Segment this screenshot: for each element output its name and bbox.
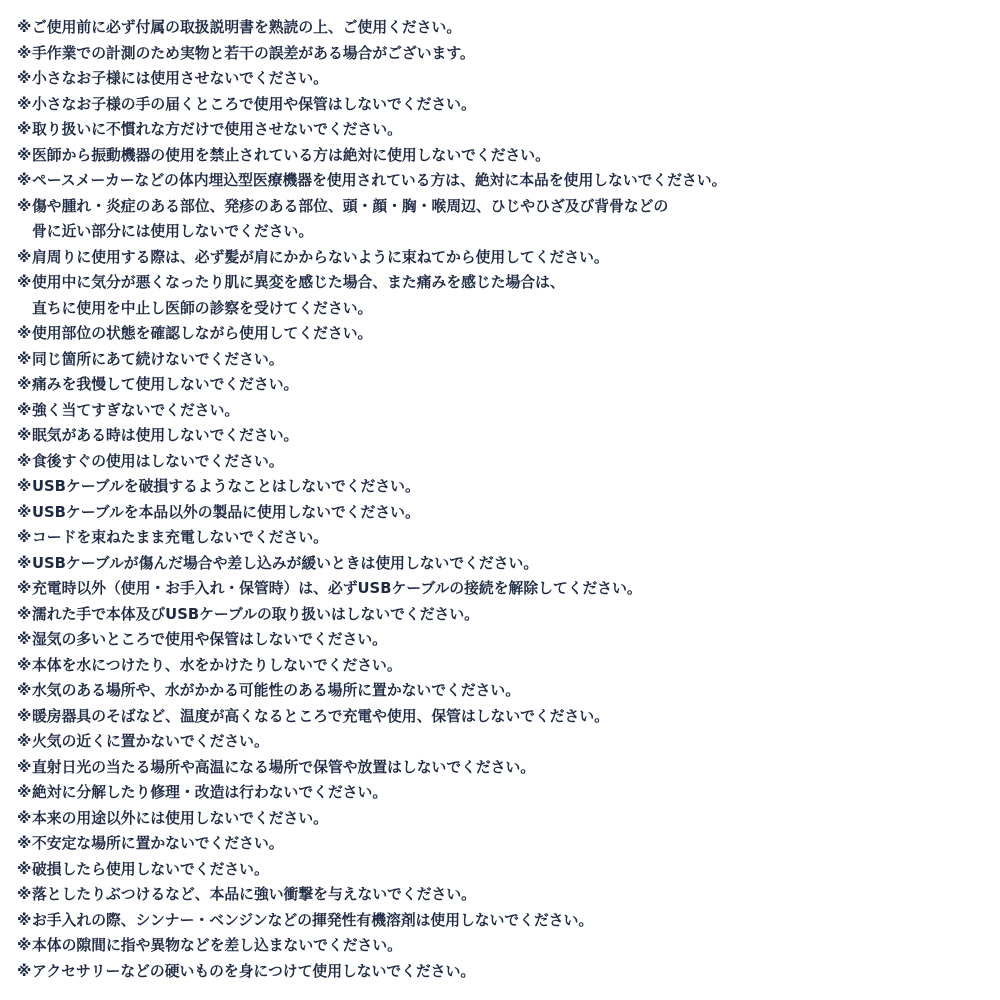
reference-mark: ※ [17,962,32,980]
caution-notice-line: ご使用前に必ず付属の取扱説明書を熟読の上、ご使用ください。 [32,19,462,36]
caution-notice-item [17,908,987,934]
caution-notice-item [17,66,987,92]
caution-notice-item [17,194,987,245]
caution-notice-item [17,831,987,857]
caution-notice-item [17,398,987,424]
reference-mark: ※ [17,70,32,87]
caution-notice-text [32,857,987,883]
caution-notice-line: 使用中に気分が悪くなったり肌に異変を感じた場合、また痛みを感じた場合は、 [32,274,565,291]
caution-notice-item [17,576,987,602]
caution-notice-text [32,602,987,628]
reference-mark: ※ [17,580,32,597]
caution-notice-text [32,755,987,781]
caution-notice-line: 取り扱いに不慣れな方だけで使用させないでください。 [32,121,402,138]
caution-notice-list [17,15,987,984]
caution-notice-line: 同じ箇所にあて続けないでください。 [32,350,284,368]
caution-notice-text [32,908,987,934]
caution-notice-item [17,959,987,985]
reference-mark: ※ [17,784,32,801]
caution-notice-text [32,678,987,704]
caution-notice-item [17,143,987,169]
caution-notice-line: 水気のある場所や、水がかかる可能性のある場所に置かないでください。 [32,682,521,699]
caution-notice-item [17,41,987,67]
caution-notice-line: USBケーブルを本品以外の製品に使用しないでください。 [32,503,420,521]
caution-notice-item [17,245,987,271]
caution-notice-item [17,372,987,398]
caution-notice-line: ペースメーカーなどの体内埋込型医療機器を使用されている方は、絶対に本品を使用しないでください。 [32,172,727,189]
caution-notice-line: 痛みを我慢して使用しないでください。 [32,376,299,393]
caution-notice-text [32,194,987,245]
caution-notice-line: 絶対に分解したり修理・改造は行わないでください。 [32,784,388,801]
reference-mark: ※ [17,401,32,419]
reference-mark: ※ [17,95,32,113]
caution-notice-item [17,857,987,883]
caution-notice-line: 落としたりぶつけるなど、本品に強い衝撃を与えないでください。 [32,886,476,903]
caution-notice-line: 使用部位の状態を確認しながら使用してください。 [32,325,373,342]
caution-notice-text [32,347,987,373]
reference-mark: ※ [17,682,32,699]
caution-notice-line: 直射日光の当たる場所や高温になる場所で保管や放置はしないでください。 [32,758,536,776]
caution-notice-line: お手入れの際、シンナー・ベンジンなどの揮発性有機溶剤は使用しないでください。 [32,911,594,929]
caution-notice-text [32,15,987,41]
caution-notice-item [17,474,987,500]
reference-mark: ※ [17,478,32,495]
caution-notice-line: 肩周りに使用する際は、必ず髪が肩にかからないように束ねてから使用してください。 [32,248,609,266]
caution-notice-line: USBケーブルを破損するようなことはしないでください。 [32,478,420,495]
caution-notice-text [32,423,987,449]
caution-notice-line: 本来の用途以外には使用しないでください。 [32,809,328,827]
caution-notice-item [17,168,987,194]
caution-notice-text [32,321,987,347]
caution-notice-line: 傷や腫れ・炎症のある部位、発疹のある部位、頭・顔・胸・喉周辺、ひじやひざ及び背骨などの [32,197,669,215]
caution-notice-item [17,551,987,577]
reference-mark: ※ [17,758,32,776]
caution-notice-text [32,245,987,271]
caution-notice-line: 濡れた手で本体及びUSBケーブルの取り扱いはしないでください。 [32,605,479,623]
caution-notice-item [17,729,987,755]
reference-mark: ※ [17,248,32,266]
reference-mark: ※ [17,274,32,291]
caution-notice-line: 破損したら使用しないでください。 [32,860,269,878]
reference-mark: ※ [17,656,32,674]
caution-notice-text [32,576,987,602]
caution-notice-text [32,449,987,475]
reference-mark: ※ [17,809,32,827]
reference-mark: ※ [17,325,32,342]
caution-notice-item [17,92,987,118]
caution-notice-item [17,678,987,704]
reference-mark: ※ [17,911,32,929]
caution-notice-text [32,551,987,577]
caution-notice-text [32,627,987,653]
caution-notice-text [32,168,987,194]
reference-mark: ※ [17,733,32,750]
caution-notice-line: 本体の隙間に指や異物などを差し込まないでください。 [32,937,402,954]
caution-notice-item [17,321,987,347]
caution-notice-text [32,500,987,526]
caution-notice-item [17,882,987,908]
caution-notice-item [17,780,987,806]
caution-notice-item [17,270,987,321]
caution-notice-item [17,500,987,526]
reference-mark: ※ [17,452,32,470]
caution-notice-line: 強く当てすぎないでください。 [32,401,240,419]
reference-mark: ※ [17,376,32,393]
reference-mark: ※ [17,554,32,572]
caution-notice-item [17,602,987,628]
caution-notice-line: USBケーブルが傷んだ場合や差し込みが緩いときは使用しないでください。 [32,554,539,572]
reference-mark: ※ [17,937,32,954]
caution-notice-line: 小さなお子様の手の届くところで使用や保管はしないでください。 [32,95,476,113]
reference-mark: ※ [17,427,32,444]
caution-notice-line: 湿気の多いところで使用や保管はしないでください。 [32,631,387,648]
caution-notice-item [17,704,987,730]
caution-notice-line: 小さなお子様には使用させないでください。 [32,70,328,87]
caution-notice-line: 直ちに使用を中止し医師の診察を受けてください。 [32,299,373,317]
caution-notice-item [17,755,987,781]
reference-mark: ※ [17,121,32,138]
caution-notice-item [17,423,987,449]
caution-notice-item [17,627,987,653]
reference-mark: ※ [17,886,32,903]
reference-mark: ※ [17,19,32,36]
caution-notice-line: コードを束ねたまま充電しないでください。 [32,529,328,546]
reference-mark: ※ [17,529,32,546]
reference-mark: ※ [17,605,32,623]
caution-notice-text [32,831,987,857]
caution-notice-text [32,41,987,67]
caution-notice-text [32,398,987,424]
reference-mark: ※ [17,44,32,62]
caution-notice-text [32,806,987,832]
caution-notice-text [32,653,987,679]
caution-notice-text [32,92,987,118]
caution-notice-text [32,525,987,551]
caution-notice-item [17,933,987,959]
caution-notice-text [32,474,987,500]
caution-notice-item [17,347,987,373]
caution-notice-item [17,525,987,551]
caution-notice-item [17,15,987,41]
reference-mark: ※ [17,860,32,878]
caution-notice-item [17,653,987,679]
caution-notice-text [32,270,987,321]
caution-notice-text [32,117,987,143]
reference-mark: ※ [17,631,32,648]
caution-notice-line: 充電時以外（使用・お手入れ・保管時）は、必ずUSBケーブルの接続を解除してください。 [32,580,642,597]
caution-notice-text [32,729,987,755]
caution-notice-text [32,372,987,398]
caution-notice-line: 手作業での計測のため実物と若干の誤差がある場合がございます。 [32,44,475,62]
reference-mark: ※ [17,197,32,215]
caution-notice-text [32,882,987,908]
caution-notice-line: アクセサリーなどの硬いものを身につけて使用しないでください。 [32,962,476,980]
caution-notice-text [32,66,987,92]
reference-mark: ※ [17,503,32,521]
caution-notice-item [17,806,987,832]
caution-notice-line: 骨に近い部分には使用しないでください。 [32,223,314,240]
caution-notice-line: 暖房器具のそばなど、温度が高くなるところで充電や使用、保管はしないでください。 [32,707,609,725]
caution-notice-line: 火気の近くに置かないでください。 [32,733,269,750]
reference-mark: ※ [17,835,32,852]
caution-notice-line: 食後すぐの使用はしないでください。 [32,452,284,470]
caution-notice-text [32,143,987,169]
caution-notice-item [17,449,987,475]
reference-mark: ※ [17,146,32,164]
caution-notice-line: 眠気がある時は使用しないでください。 [32,427,299,444]
caution-notice-text [32,933,987,959]
reference-mark: ※ [17,172,32,189]
caution-notice-line: 医師から振動機器の使用を禁止されている方は絶対に使用しないでください。 [32,146,550,164]
reference-mark: ※ [17,707,32,725]
reference-mark: ※ [17,350,32,368]
caution-notice-line: 本体を水につけたり、水をかけたりしないでください。 [32,656,402,674]
caution-notice-item [17,117,987,143]
caution-notice-text [32,780,987,806]
caution-notice-line: 不安定な場所に置かないでください。 [32,835,284,852]
caution-notice-text [32,959,987,985]
caution-notice-text [32,704,987,730]
